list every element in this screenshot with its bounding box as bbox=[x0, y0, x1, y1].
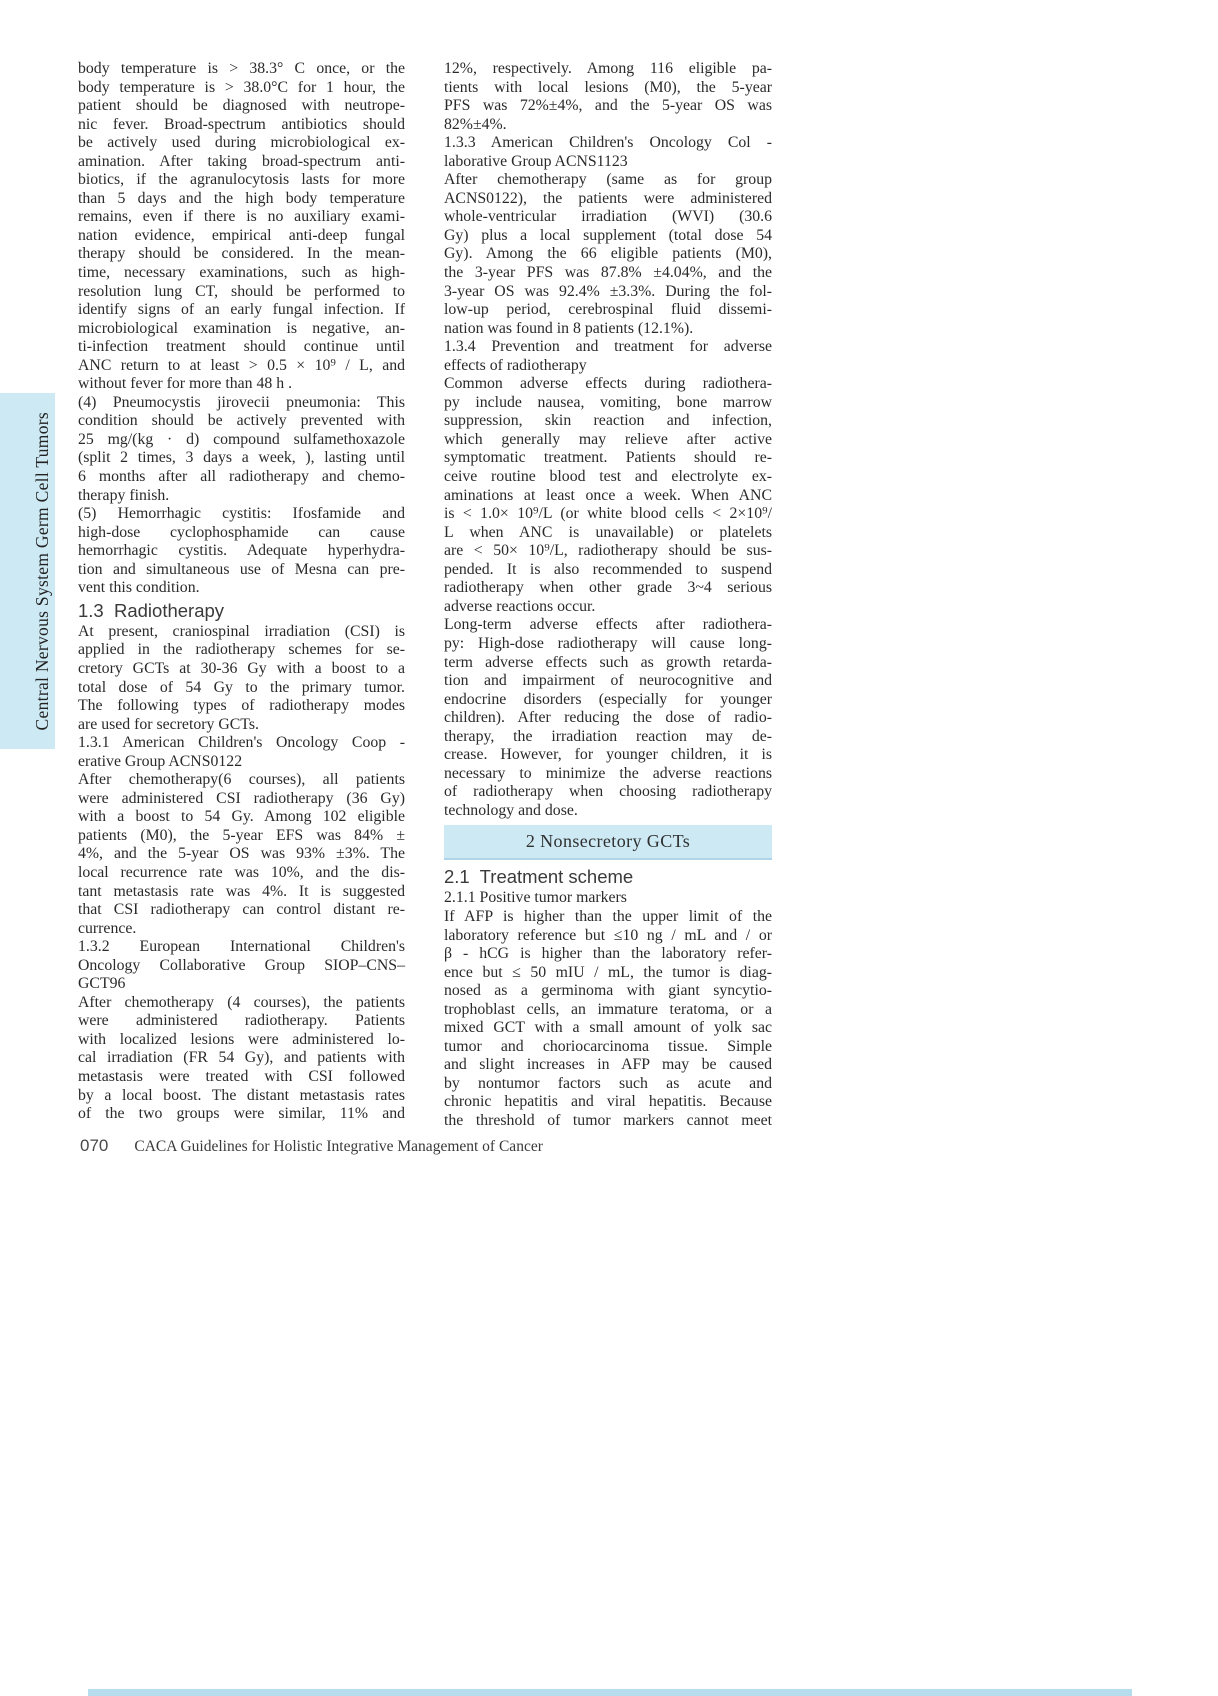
text-line: Oncology Collaborative Group SIOP–CNS– bbox=[78, 956, 405, 974]
para-csi-overview bbox=[78, 623, 405, 734]
text-line: time, necessary examinations, such as high- bbox=[78, 264, 405, 282]
text-line: without fever for more than 48 h . bbox=[78, 375, 293, 393]
text-line: remains, even if there is no auxiliary exami- bbox=[78, 208, 405, 226]
text-line: At present, craniospinal irradiation (CSI) is bbox=[78, 622, 405, 640]
text-line: py: High-dose radiotherapy will cause long- bbox=[444, 634, 772, 652]
para-hemorrhagic-cystitis bbox=[78, 505, 405, 598]
para-positive-tumor-markers bbox=[444, 908, 772, 1131]
text-line: were administered radiotherapy. Patients bbox=[78, 1012, 405, 1030]
text-line: Gy). Among the 66 eligible patients (M0), bbox=[444, 245, 772, 263]
text-line: 2.1.1 Positive tumor markers bbox=[444, 889, 627, 907]
bottom-accent-bar bbox=[88, 1689, 1132, 1696]
text-line: 1.3.3 American Children's Oncology Col - bbox=[444, 134, 772, 152]
text-line: currence. bbox=[78, 919, 137, 937]
text-line: After chemotherapy (same as for group bbox=[444, 171, 772, 189]
text-line: local recurrence rate was 10%, and the dis- bbox=[78, 863, 405, 881]
text-line: nic fever. Broad-spectrum antibiotics should bbox=[78, 115, 405, 133]
para-pneumocystis-pneumonia bbox=[78, 394, 405, 505]
para-acns0122-results bbox=[78, 771, 405, 938]
text-line: therapy finish. bbox=[78, 486, 170, 504]
para-gct96-results-continued bbox=[444, 60, 772, 134]
text-line: which generally may relieve after active bbox=[444, 430, 772, 448]
text-line: by nontumor factors such as acute and bbox=[444, 1074, 772, 1092]
text-line: cretory GCTs at 30-36 Gy with a boost to a bbox=[78, 659, 405, 677]
text-line: mixed GCT with a small amount of yolk sac bbox=[444, 1019, 772, 1037]
text-line: tumor and choriocarcinoma tissue. Simple bbox=[444, 1037, 772, 1055]
text-line: pended. It is also recommended to suspend bbox=[444, 560, 772, 578]
text-line: identify signs of an early fungal infection. If bbox=[78, 301, 405, 319]
subheading-1-3-1-acns0122 bbox=[78, 734, 405, 771]
text-line: laboratory reference but ≤10 ng / mL and / or bbox=[444, 926, 772, 944]
footer-title: CACA Guidelines for Holistic Integrative Management of Cancer bbox=[134, 1138, 543, 1155]
text-line: trophoblast cells, an immature teratoma, or a bbox=[444, 1000, 772, 1018]
text-line: chronic hepatitis and viral hepatitis. Because bbox=[444, 1093, 772, 1111]
text-line: 1.3.4 Prevention and treatment for adverse bbox=[444, 338, 772, 356]
text-line: tant metastasis rate was 4%. It is suggested bbox=[78, 882, 405, 900]
text-line: resolution lung CT, should be performed to bbox=[78, 282, 405, 300]
text-line: After chemotherapy (4 courses), the patients bbox=[78, 993, 405, 1011]
text-line: Common adverse effects during radiothera- bbox=[444, 375, 772, 393]
text-line: high-dose cyclophosphamide can cause bbox=[78, 523, 405, 541]
text-line: tion and simultaneous use of Mesna can pre- bbox=[78, 560, 405, 578]
text-line: L when ANC is unavailable) or platelets bbox=[444, 523, 772, 541]
para-acns1123-results bbox=[444, 171, 772, 338]
text-line: therapy should be considered. In the mean- bbox=[78, 245, 405, 263]
text-line: (5) Hemorrhagic cystitis: Ifosfamide and bbox=[78, 505, 405, 523]
para-common-adverse-effects bbox=[444, 375, 772, 616]
text-line: symptomatic treatment. Patients should re- bbox=[444, 449, 772, 467]
text-line: therapy, the irradiation reaction may de- bbox=[444, 727, 772, 745]
text-line: body temperature is > 38.3° C once, or the bbox=[78, 60, 405, 77]
page-footer bbox=[80, 1136, 543, 1156]
text-line: tients with local lesions (M0), the 5-year bbox=[444, 78, 772, 96]
text-line: nosed as a germinoma with giant syncytio- bbox=[444, 982, 772, 1000]
text-line: is < 1.0× 10⁹/L (or white blood cells < 2×10⁹/ bbox=[444, 505, 772, 523]
text-line: term adverse effects such as growth retarda- bbox=[444, 653, 772, 671]
text-line: Long-term adverse effects after radiothera- bbox=[444, 616, 772, 634]
text-line: suppression, skin reaction and infection, bbox=[444, 412, 772, 430]
text-line: necessary to minimize the adverse reactions bbox=[444, 764, 772, 782]
text-line: of radiotherapy when choosing radiotherapy bbox=[444, 783, 772, 801]
page-number: 070 bbox=[80, 1136, 109, 1155]
text-line: ceive routine blood test and electrolyte ex- bbox=[444, 468, 772, 486]
text-line: If AFP is higher than the upper limit of the bbox=[444, 907, 772, 925]
text-line: patients (M0), the 5-year EFS was 84% ± bbox=[78, 826, 405, 844]
text-line: total dose of 54 Gy to the primary tumor. bbox=[78, 678, 405, 696]
text-line: the threshold of tumor markers cannot meet bbox=[444, 1111, 772, 1129]
subheading-1-3-2-siop-cns-gct96 bbox=[78, 938, 405, 994]
text-line: 6 months after all radiotherapy and chemo- bbox=[78, 468, 405, 486]
text-line: Gy) plus a local supplement (total dose 54 bbox=[444, 226, 772, 244]
subheading-1-3-4-adverse-effects bbox=[444, 338, 772, 375]
heading-2-1-treatment-scheme: 2.1 Treatment scheme bbox=[444, 866, 634, 888]
text-line: the 3-year PFS was 87.8% ±4.04%, and the bbox=[444, 264, 772, 282]
text-line: 3-year OS was 92.4% ±3.3%. During the fol- bbox=[444, 282, 772, 300]
text-line: endocrine disorders (especially for younger bbox=[444, 690, 772, 708]
text-line: PFS was 72%±4%, and the 5-year OS was bbox=[444, 97, 772, 115]
right-text-column bbox=[444, 60, 772, 1131]
text-line: (4) Pneumocystis jirovecii pneumonia: This bbox=[78, 393, 405, 411]
text-line: nation evidence, empirical anti-deep fungal bbox=[78, 226, 405, 244]
text-line: technology and dose. bbox=[444, 801, 578, 819]
text-line: aminations at least once a week. When ANC bbox=[444, 486, 772, 504]
section-title: 2 Nonsecretory GCTs bbox=[525, 831, 691, 852]
text-line: erative Group ACNS0122 bbox=[78, 752, 243, 770]
text-line: 1.3.2 European International Children's bbox=[78, 938, 405, 956]
text-line: with localized lesions were administered lo- bbox=[78, 1030, 405, 1048]
text-line: vent this condition. bbox=[78, 579, 200, 597]
text-line: patient should be diagnosed with neutrope- bbox=[78, 97, 405, 115]
heading-1-3-radiotherapy: 1.3 Radiotherapy bbox=[78, 599, 225, 621]
text-line: by a local boost. The distant metastasis rates bbox=[78, 1086, 405, 1104]
text-line: whole-ventricular irradiation (WVI) (30.6 bbox=[444, 208, 772, 226]
para-long-term-adverse-effects bbox=[444, 616, 772, 820]
left-text-column bbox=[78, 60, 405, 1124]
text-line: ACNS0122), the patients were administered bbox=[444, 189, 772, 207]
chapter-sidebar-tab bbox=[0, 393, 55, 749]
text-line: ence but ≤ 50 mIU / mL, the tumor is diag- bbox=[444, 963, 772, 981]
text-line: with a boost to 54 Gy. Among 102 eligible bbox=[78, 808, 405, 826]
text-line: than 5 days and the high body temperature bbox=[78, 189, 405, 207]
text-line: microbiological examination is negative, an- bbox=[78, 319, 405, 337]
text-line: and slight increases in AFP may be caused bbox=[444, 1056, 772, 1074]
text-line: are used for secretory GCTs. bbox=[78, 715, 259, 733]
chapter-title-vertical: Central Nervous System Germ Cell Tumors bbox=[32, 411, 52, 731]
text-line: adverse reactions occur. bbox=[444, 597, 596, 615]
text-line: 4%, and the 5-year OS was 93% ±3%. The bbox=[78, 845, 405, 863]
text-line: effects of radiotherapy bbox=[444, 356, 587, 374]
text-line: β - hCG is higher than the laboratory refer- bbox=[444, 945, 772, 963]
text-line: 12%, respectively. Among 116 eligible pa- bbox=[444, 60, 772, 77]
text-line: applied in the radiotherapy schemes for se- bbox=[78, 641, 405, 659]
text-line: biotics, if the agranulocytosis lasts for more bbox=[78, 171, 405, 189]
text-line: 1.3.1 American Children's Oncology Coop - bbox=[78, 734, 405, 752]
text-line: GCT96 bbox=[78, 975, 126, 993]
text-line: (split 2 times, 3 days a week, ), lasting until bbox=[78, 449, 405, 467]
text-line: of the two groups were similar, 11% and bbox=[78, 1105, 405, 1123]
text-line: children). After reducing the dose of radio- bbox=[444, 709, 772, 727]
text-line: crease. However, for younger children, it is bbox=[444, 746, 772, 764]
section-2-nonsecretory-gcts bbox=[444, 825, 772, 860]
text-line: ANC return to at least > 0.5 × 10⁹ / L, and bbox=[78, 356, 405, 374]
text-line: ti-infection treatment should continue until bbox=[78, 338, 405, 356]
text-line: 25 mg/(kg · d) compound sulfamethoxazole bbox=[78, 430, 405, 448]
text-line: After chemotherapy(6 courses), all patients bbox=[78, 771, 405, 789]
subheading-1-3-3-acns1123 bbox=[444, 134, 772, 171]
text-line: amination. After taking broad-spectrum anti- bbox=[78, 152, 405, 170]
text-line: are < 50× 10⁹/L, radiotherapy should be sus- bbox=[444, 542, 772, 560]
text-line: tion and impairment of neurocognitive and bbox=[444, 672, 772, 690]
text-line: body temperature is > 38.0°C for 1 hour, the bbox=[78, 78, 405, 96]
text-line: py include nausea, vomiting, bone marrow bbox=[444, 393, 772, 411]
text-line: The following types of radiotherapy modes bbox=[78, 697, 405, 715]
text-line: cal irradiation (FR 54 Gy), and patients with bbox=[78, 1049, 405, 1067]
text-line: that CSI radiotherapy can control distant re- bbox=[78, 901, 405, 919]
text-line: radiotherapy when other grade 3~4 serious bbox=[444, 579, 772, 597]
text-line: hemorrhagic cystitis. Adequate hyperhydra- bbox=[78, 542, 405, 560]
text-line: low-up period, cerebrospinal fluid dissemi- bbox=[444, 301, 772, 319]
text-line: were administered CSI radiotherapy (36 Gy) bbox=[78, 789, 405, 807]
text-line: 82%±4%. bbox=[444, 115, 507, 133]
para-neutropenic-fever-infection bbox=[78, 60, 405, 394]
subheading-2-1-1-positive-tumor-markers bbox=[444, 889, 772, 908]
text-line: nation was found in 8 patients (12.1%). bbox=[444, 319, 694, 337]
text-line: be actively used during microbiological ex- bbox=[78, 134, 405, 152]
text-line: laborative Group ACNS1123 bbox=[444, 152, 628, 170]
para-gct96-results bbox=[78, 994, 405, 1124]
text-line: metastasis were treated with CSI followed bbox=[78, 1067, 405, 1085]
text-line: condition should be actively prevented with bbox=[78, 412, 405, 430]
